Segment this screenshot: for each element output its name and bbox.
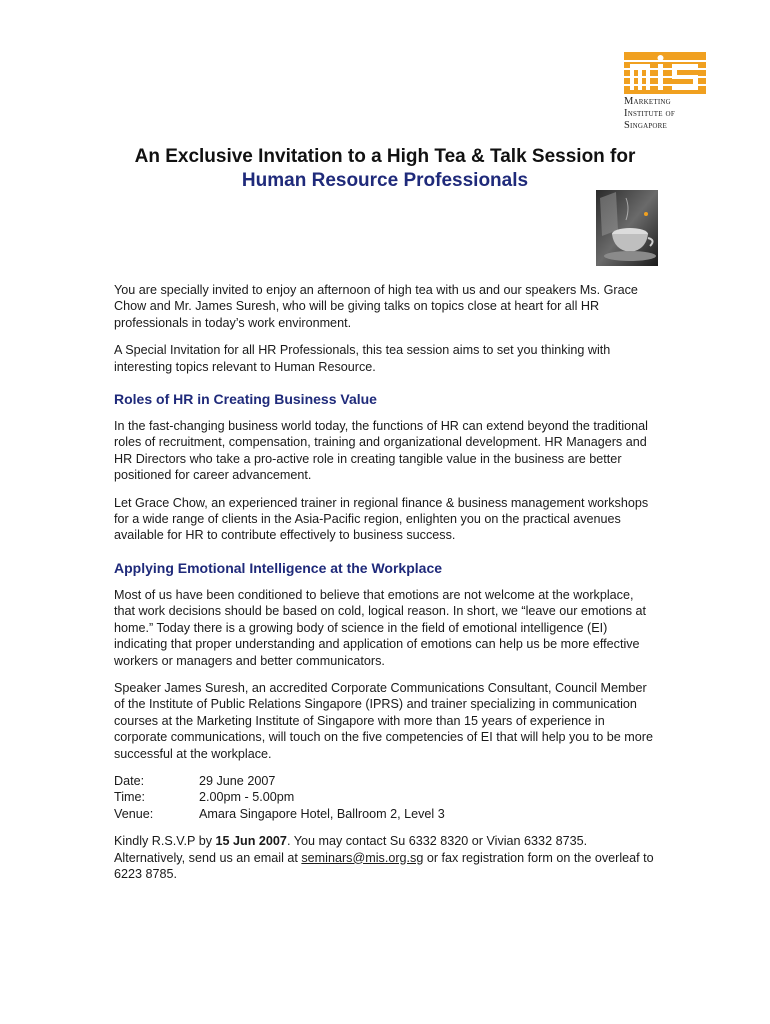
venue-row bbox=[114, 806, 654, 822]
ei-paragraph-1: Most of us have been conditioned to believe that emotions are not welcome at the workplace, that work decisions should be based on cold, logical reason. In short, we “leave our emotions at home.” Today there is a growing body of science in the field of emotional intelligence (EI) indicating that proper understanding and application of emotions can help us be more effective workers or managers and better communicators. bbox=[114, 587, 647, 668]
intro-paragraph-2: A Special Invitation for all HR Professionals, this tea session aims to set you thinking with interesting topics relevant to Human Resource. bbox=[114, 343, 611, 374]
rsvp-intro: Kindly R.S.V.P by bbox=[114, 834, 216, 849]
section-heading-emotional-intelligence: Applying Emotional Intelligence at the Workplace bbox=[114, 559, 443, 576]
date-value: 29 June 2007 bbox=[199, 773, 276, 788]
page-title bbox=[60, 145, 710, 193]
rsvp-paragraph bbox=[114, 833, 654, 882]
intro-paragraph-1: You are specially invited to enjoy an afternoon of high tea with us and our speakers Ms. Grace Chow and Mr. James Suresh, who will be giving talks on topics close at heart for all HR professionals in today’s work environment. bbox=[114, 283, 638, 330]
rsvp-fax: or fax registration form on the overleaf to 6223 8785. bbox=[114, 850, 654, 881]
time-label: Time: bbox=[114, 790, 146, 805]
rsvp-deadline: 15 Jun 2007 bbox=[215, 834, 287, 849]
ei-paragraph-2: Speaker James Suresh, an accredited Corporate Communications Consultant, Council Member of the Institute of Public Relations Singapore (IPRS) and trainer specializing in communication courses at the Marketing Institute of Singapore with more than 15 years of experience in corporate communications, will touch on the five competencies of EI that will help you to be more successful at the workplace. bbox=[114, 680, 654, 761]
event-details bbox=[114, 773, 654, 822]
logo-line-2: Institute of bbox=[624, 108, 675, 119]
title-line-2: Human Resource Professionals bbox=[241, 170, 529, 191]
venue-value: Amara Singapore Hotel, Ballroom 2, Level 3 bbox=[199, 806, 445, 821]
hr-roles-paragraph-1: In the fast-changing business world today, the functions of HR can extend beyond the traditional roles of recruitment, compensation, training and organizational development. HR Managers and HR Directors who take a pro-active role in creating tangible value in the business are better positioned for career advancement. bbox=[114, 419, 648, 483]
tea-cup-photo bbox=[596, 190, 658, 266]
title-line-1: An Exclusive Invitation to a High Tea & Talk Session for bbox=[134, 146, 636, 167]
hr-roles-paragraph-2: Let Grace Chow, an experienced trainer in regional finance & business management workshops for a wide range of clients in the Asia-Pacific region, enlighten you on the practical avenues available for HR to contribute effectively to business success. bbox=[114, 495, 649, 543]
rsvp-contact: . You may contact Su 6332 8320 or Vivian 6332 8735. Alternatively, send us an email at bbox=[114, 834, 588, 865]
logo-line-3: Singapore bbox=[624, 120, 668, 131]
mis-logo-mark bbox=[624, 52, 706, 94]
email-link[interactable]: seminars@mis.org.sg bbox=[301, 850, 424, 865]
time-row bbox=[114, 789, 654, 805]
logo-line-1: Marketing bbox=[624, 96, 671, 107]
date-label: Date: bbox=[114, 773, 145, 788]
venue-label: Venue: bbox=[114, 806, 154, 821]
time-value: 2.00pm - 5.00pm bbox=[199, 790, 295, 805]
section-heading-hr-roles: Roles of HR in Creating Business Value bbox=[114, 391, 377, 408]
mis-logo-wordmark bbox=[624, 96, 734, 132]
date-row bbox=[114, 773, 654, 789]
invitation-body bbox=[114, 282, 654, 893]
